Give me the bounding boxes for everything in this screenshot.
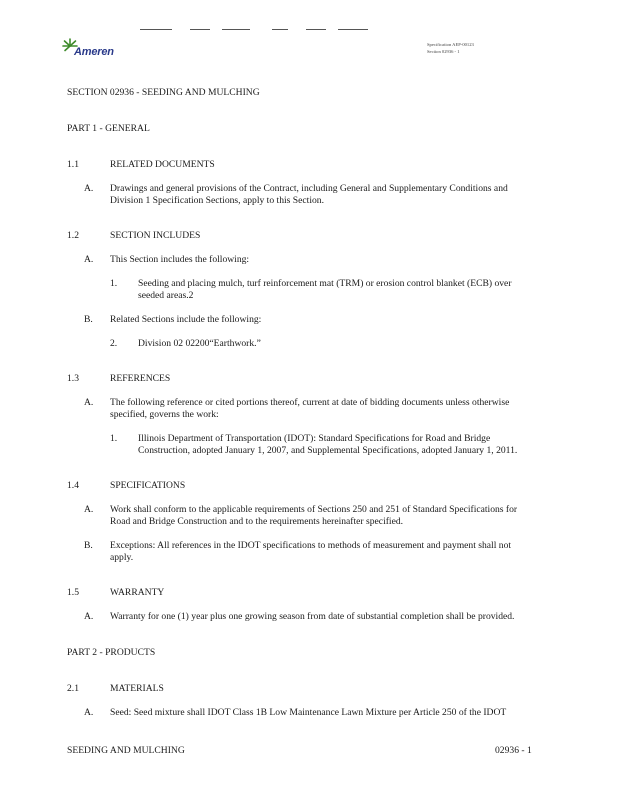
logo-text: Ameren [74,46,114,58]
para-2-1-a-letter: A. [84,707,94,718]
article-1-4-number: 1.4 [67,480,79,491]
article-1-4-title: SPECIFICATIONS [110,480,186,491]
article-2-1-number: 2.1 [67,683,79,694]
article-1-1-number: 1.1 [67,159,79,170]
para-1-5-a-letter: A. [84,611,94,622]
item-1-2-b-2-number: 2. [110,338,118,349]
article-1-3-title: REFERENCES [110,373,171,384]
item-1-3-a-1-number: 1. [110,433,118,444]
para-1-4-a-line1: Work shall conform to the applicable requirements of Sections 250 and 251 of Standard Specifications for [110,504,518,515]
article-1-1-title: RELATED DOCUMENTS [110,159,215,170]
para-1-2-b-letter: B. [84,314,93,325]
article-1-2-title: SECTION INCLUDES [110,230,201,241]
ameren-logo [62,38,122,62]
para-1-1-a-line2: Division 1 Specification Sections, apply to this Section. [110,195,324,206]
para-1-4-a-line2: Road and Bridge Construction and to the requirements hereinafter specified. [110,516,404,527]
para-1-5-a-text: Warranty for one (1) year plus one growing season from date of substantial completion shall be provided. [110,611,515,622]
article-1-5-number: 1.5 [67,587,79,598]
header-rule-dashes [140,29,370,31]
para-1-1-a-letter: A. [84,183,94,194]
item-1-2-a-1-number: 1. [110,278,118,289]
para-2-1-a-text: Seed: Seed mixture shall IDOT Class 1B Low Maintenance Lawn Mixture per Article 250 of the IDOT [110,707,507,718]
spec-number: Specification AEP-00123 [427,42,474,47]
article-1-5-title: WARRANTY [110,587,165,598]
para-1-3-a-line2: specified, governs the work: [110,409,219,420]
part1-heading: PART 1 - GENERAL [67,123,150,134]
item-1-2-a-1-line2: seeded areas.2 [138,290,194,301]
para-1-3-a-letter: A. [84,397,94,408]
item-1-3-a-1-line1: Illinois Department of Transportation (IDOT): Standard Specifications for Road and Bridge [138,433,491,444]
para-1-2-a-letter: A. [84,254,94,265]
item-1-3-a-1-line2: Construction, adopted January 1, 2007, and Supplemental Specifications, adopted January 1, 2011. [138,445,518,456]
section-title: SECTION 02936 - SEEDING AND MULCHING [67,87,260,98]
article-1-3-number: 1.3 [67,373,79,384]
para-1-4-b-letter: B. [84,540,93,551]
para-1-4-b-line2: apply. [110,552,134,563]
article-1-2-number: 1.2 [67,230,79,241]
item-1-2-a-1-line1: Seeding and placing mulch, turf reinforcement mat (TRM) or erosion control blanket (ECB) over [138,278,512,289]
para-1-4-b-line1: Exceptions: All references in the IDOT specifications to methods of measurement and payment shall not [110,540,512,551]
para-1-2-b-text: Related Sections include the following: [110,314,262,325]
footer-title: SEEDING AND MULCHING [67,745,185,756]
para-1-4-a-letter: A. [84,504,94,515]
spec-section: Section 02936 - 1 [427,49,460,54]
item-1-2-b-2-text: Division 02 02200“Earthwork.” [138,338,261,349]
para-1-1-a-line1: Drawings and general provisions of the Contract, including General and Supplementary Conditions and [110,183,508,194]
para-1-2-a-text: This Section includes the following: [110,254,250,265]
footer-page-number: 02936 - 1 [495,745,532,756]
part2-heading: PART 2 - PRODUCTS [67,647,156,658]
article-2-1-title: MATERIALS [110,683,164,694]
para-1-3-a-line1: The following reference or cited portions thereof, current at date of bidding documents unless otherwise [110,397,510,408]
